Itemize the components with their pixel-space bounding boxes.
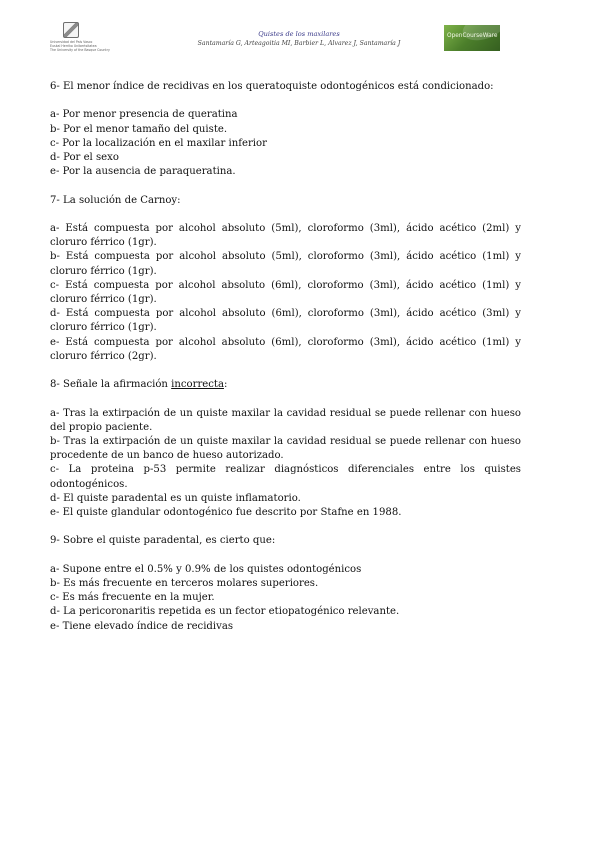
question-6-text: 6- El menor índice de recidivas en los queratoquiste odontogénicos está condicionado: <box>50 81 494 92</box>
question-6-option-d: d- Por el sexo <box>50 152 119 163</box>
opencourseware-label: OpenCourseWare <box>447 33 498 39</box>
question-8-option-e: e- El quiste glandular odontogénico fue descrito por Stafne en 1988. <box>50 507 402 519</box>
question-8-option-a: a- Tras la extirpación de un quiste maxilar la cavidad residual se puede rellenar con hueso del propio paciente. <box>50 407 521 433</box>
opencourseware-logo <box>444 25 500 51</box>
document-body <box>50 80 521 634</box>
question-6 <box>50 80 521 179</box>
spacer <box>50 94 521 108</box>
question-8-option-b: b- Tras la extirpación de un quiste maxilar la cavidad residual se puede rellenar con hueso procedente de un banco de hueso autorizado. <box>50 436 521 462</box>
spacer <box>50 179 521 193</box>
question-8-underlined-word: incorrecta <box>171 379 224 391</box>
institution-line-1: Universidad del País Vasco <box>50 40 93 44</box>
question-9-option-b: b- Es más frecuente en terceros molares superiores. <box>50 578 319 589</box>
document-authors: Santamaría G, Arteagoitia MI, Barbier L, Alvarez J, Santamaría J <box>197 40 401 47</box>
document-title: Quistes de los maxilares <box>258 30 340 38</box>
page-header <box>0 0 599 62</box>
question-7-option-e: e- Está compuesta por alcohol absoluto (6ml), cloroformo (3ml), ácido acético (1ml) y cloruro férrico (2gr). <box>50 336 521 362</box>
question-8 <box>50 378 521 520</box>
question-8-option-d: d- El quiste paradental es un quiste inflamatorio. <box>50 492 301 504</box>
question-7-option-d: d- Está compuesta por alcohol absoluto (6ml), cloroformo (3ml), ácido acético (3ml) y cloruro férrico (1gr). <box>50 308 521 334</box>
question-9-option-e: e- Tiene elevado índice de recidivas <box>50 620 234 632</box>
question-8-suffix: : <box>223 379 228 391</box>
university-logo <box>50 22 112 52</box>
question-7 <box>50 194 521 364</box>
question-9 <box>50 534 521 633</box>
question-9-option-c: c- Es más frecuente en la mujer. <box>50 592 215 604</box>
question-8-prefix: 8- Señale la afirmación <box>50 379 172 391</box>
institution-line-2: Euskal Herriko Unibertsitatea <box>50 44 97 48</box>
question-6-option-b: b- Por el menor tamaño del quiste. <box>50 123 228 135</box>
question-8-text <box>50 378 521 392</box>
question-7-option-c: c- Está compuesta por alcohol absoluto (6ml), cloroformo (3ml), ácido acético (1ml) y cloruro férrico (1gr). <box>50 279 521 305</box>
spacer <box>50 208 521 222</box>
question-6-option-a: a- Por menor presencia de queratina <box>50 109 238 121</box>
question-9-text: 9- Sobre el quiste paradental, es cierto que: <box>50 535 276 547</box>
question-9-option-a: a- Supone entre el 0.5% y 0.9% de los quistes odontogénicos <box>50 563 362 575</box>
question-8-option-c: c- La proteina p-53 permite realizar diagnósticos diferenciales entre los quistes odontogénicos. <box>50 464 521 490</box>
question-6-option-e: e- Por la ausencia de paraqueratina. <box>50 166 236 178</box>
spacer <box>50 364 521 378</box>
university-logo-mark-icon <box>63 22 79 38</box>
question-7-option-b: b- Está compuesta por alcohol absoluto (5ml), cloroformo (3ml), ácido acético (1ml) y cloruro férrico (1gr). <box>50 251 521 277</box>
question-7-text: 7- La solución de Carnoy: <box>50 194 181 206</box>
question-9-option-d: d- La pericoronaritis repetida es un fector etiopatogénico relevante. <box>50 606 400 618</box>
spacer <box>50 392 521 406</box>
question-7-option-a: a- Está compuesta por alcohol absoluto (5ml), cloroformo (3ml), ácido acético (2ml) y cloruro férrico (1gr). <box>50 222 521 249</box>
institution-line-3: The University of the Basque Country <box>50 48 110 52</box>
spacer <box>50 549 521 563</box>
question-6-option-c: c- Por la localización en el maxilar inferior <box>50 137 267 149</box>
spacer <box>50 520 521 534</box>
